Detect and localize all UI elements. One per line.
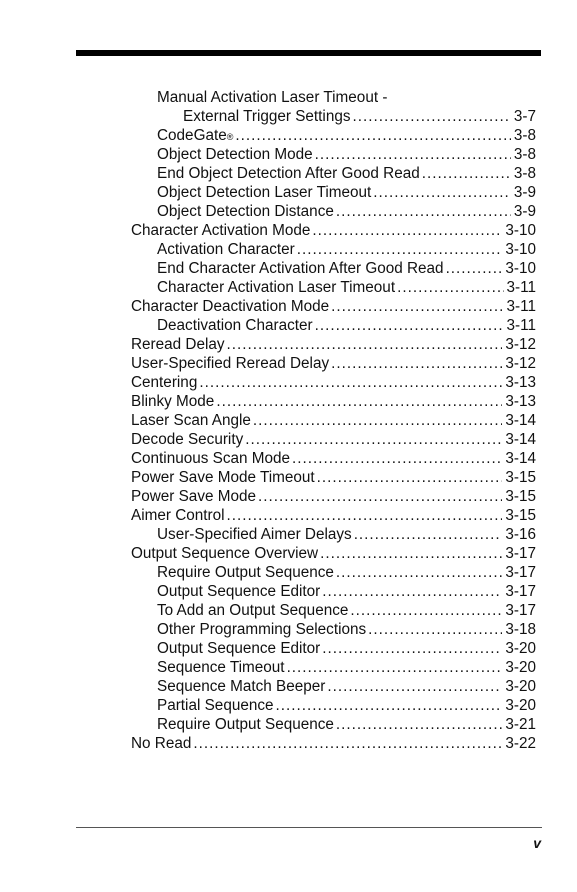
- toc-entry[interactable]: CodeGate ® ..... 3-8: [131, 126, 536, 145]
- toc-entry[interactable]: [131, 582, 536, 601]
- dot-leader: [287, 658, 503, 677]
- toc-entry-page: 3-17: [505, 583, 536, 600]
- toc-entry-title: Object Detection Mode: [157, 146, 313, 163]
- toc-entry-page: 3-22: [505, 735, 536, 752]
- toc-entry-title: User-Specified Aimer Delays: [157, 526, 352, 543]
- toc-entry[interactable]: [131, 677, 536, 696]
- header-rule: [76, 50, 541, 56]
- toc-entry[interactable]: [131, 620, 536, 639]
- dot-leader: [227, 335, 503, 354]
- toc-entry[interactable]: [131, 202, 536, 221]
- dot-leader: [317, 468, 503, 487]
- toc-entry-title: Output Sequence Overview: [131, 545, 319, 562]
- toc-entry[interactable]: [131, 696, 536, 715]
- toc-entry-page: 3-11: [506, 279, 536, 296]
- dot-leader: [446, 259, 503, 278]
- toc-entry[interactable]: [131, 639, 536, 658]
- dot-leader: [336, 202, 511, 221]
- dot-leader: [331, 297, 503, 316]
- toc-entry-title: Object Detection Distance: [157, 203, 334, 220]
- toc-entry-page: 3-17: [505, 602, 536, 619]
- toc-entry[interactable]: [131, 449, 536, 468]
- toc-entry[interactable]: [131, 563, 536, 582]
- toc-entry-title: Activation Character: [157, 241, 295, 258]
- toc-entry[interactable]: [131, 487, 536, 506]
- toc-entry[interactable]: [131, 316, 536, 335]
- dot-leader: [315, 316, 504, 335]
- toc-entry-page: 3-14: [505, 431, 536, 448]
- dot-leader: [397, 278, 503, 297]
- toc-entry-page: 3-20: [505, 697, 536, 714]
- toc-entry-page: 3-13: [505, 374, 536, 391]
- toc-entry-page: 3-14: [505, 450, 536, 467]
- dot-leader: [227, 506, 503, 525]
- dot-leader: [320, 544, 502, 563]
- dot-leader: [327, 677, 502, 696]
- toc-entry-page: 3-9: [513, 203, 536, 220]
- toc-entry-title: Character Activation Laser Timeout: [157, 279, 396, 296]
- toc-entry-page: 3-12: [505, 355, 536, 372]
- dot-leader: [331, 354, 502, 373]
- toc-entry-page: 3-11: [506, 317, 536, 334]
- toc-entry-page: 3-8: [513, 127, 536, 144]
- page-number: v: [533, 835, 541, 851]
- toc-entry[interactable]: [131, 430, 536, 449]
- toc-entry-page: 3-7: [513, 108, 536, 125]
- dot-leader: [336, 715, 502, 734]
- dot-leader: [199, 373, 502, 392]
- dot-leader: [245, 430, 502, 449]
- toc-entry[interactable]: [131, 297, 536, 316]
- toc-entry-page: 3-11: [506, 298, 536, 315]
- toc-entry[interactable]: [131, 183, 536, 202]
- toc-entry-page: 3-14: [505, 412, 536, 429]
- toc-entry[interactable]: [131, 601, 536, 620]
- toc-entry-page: 3-18: [505, 621, 536, 638]
- toc-entry-title: Laser Scan Angle: [131, 412, 251, 429]
- toc-entry[interactable]: [131, 658, 536, 677]
- dot-leader: [354, 525, 503, 544]
- toc-entry[interactable]: [131, 88, 536, 107]
- toc-entry-title: Continuous Scan Mode: [131, 450, 291, 467]
- toc-entry-title: Output Sequence Editor: [157, 583, 321, 600]
- dot-leader: [193, 734, 502, 753]
- toc-entry-title: Sequence Match Beeper: [157, 678, 326, 695]
- dot-leader: [292, 449, 502, 468]
- dot-leader: [312, 221, 502, 240]
- footer-rule: [76, 827, 542, 828]
- toc-entry[interactable]: [131, 335, 536, 354]
- toc-entry[interactable]: [131, 354, 536, 373]
- toc-entry-page: 3-21: [505, 716, 536, 733]
- toc-entry-title: CodeGate: [157, 127, 227, 144]
- toc-entry-page: 3-20: [505, 640, 536, 657]
- toc-entry[interactable]: [131, 107, 536, 126]
- toc-entry[interactable]: [131, 525, 536, 544]
- dot-leader: [297, 240, 503, 259]
- dot-leader: [373, 183, 511, 202]
- toc-entry[interactable]: [131, 392, 536, 411]
- toc-entry-title: Character Deactivation Mode: [131, 298, 330, 315]
- toc-entry-title: User-Specified Reread Delay: [131, 355, 330, 372]
- dot-leader: [368, 620, 502, 639]
- toc-entry-title: Power Save Mode: [131, 488, 256, 505]
- toc-entry-title: Deactivation Character: [157, 317, 313, 334]
- toc-entry-title: Centering: [131, 374, 198, 391]
- dot-leader: [350, 601, 502, 620]
- toc-entry[interactable]: [131, 221, 536, 240]
- toc-entry-title: Blinky Mode: [131, 393, 215, 410]
- toc-entry[interactable]: [131, 468, 536, 487]
- toc-entry-page: 3-8: [513, 146, 536, 163]
- toc-entry-page: 3-9: [513, 184, 536, 201]
- toc-entry-title: Decode Security: [131, 431, 244, 448]
- toc-entry-title: To Add an Output Sequence: [157, 602, 349, 619]
- toc-entry-title: Require Output Sequence: [157, 564, 334, 581]
- toc-entry[interactable]: [131, 145, 536, 164]
- toc-entry[interactable]: [131, 544, 536, 563]
- toc-entry-title: Manual Activation Laser Timeout -: [157, 89, 388, 106]
- toc-entry-page: 3-15: [505, 507, 536, 524]
- toc-entry-page: 3-13: [505, 393, 536, 410]
- dot-leader: [235, 126, 511, 145]
- toc-entry[interactable]: [131, 240, 536, 259]
- toc-entry-page: 3-12: [505, 336, 536, 353]
- toc-entry-title: End Object Detection After Good Read: [157, 165, 420, 182]
- toc-entry-title: Sequence Timeout: [157, 659, 285, 676]
- table-of-contents: [131, 88, 536, 753]
- toc-entry-title: End Character Activation After Good Read: [157, 260, 444, 277]
- toc-entry-page: 3-17: [505, 545, 536, 562]
- toc-entry[interactable]: [131, 259, 536, 278]
- toc-entry[interactable]: [131, 164, 536, 183]
- toc-entry-title: Partial Sequence: [157, 697, 274, 714]
- toc-entry-page: 3-20: [505, 659, 536, 676]
- toc-entry-page: 3-17: [505, 564, 536, 581]
- toc-entry[interactable]: [131, 506, 536, 525]
- dot-leader: [336, 563, 502, 582]
- toc-entry-title: Output Sequence Editor: [157, 640, 321, 657]
- dot-leader: [322, 582, 502, 601]
- toc-entry-title: Power Save Mode Timeout: [131, 469, 315, 486]
- toc-entry-page: 3-10: [505, 260, 536, 277]
- dot-leader: [276, 696, 503, 715]
- dot-leader: [258, 487, 502, 506]
- dot-leader: [353, 107, 511, 126]
- toc-entry-page: 3-10: [505, 222, 536, 239]
- toc-entry-title: Character Activation Mode: [131, 222, 311, 239]
- dot-leader: [322, 639, 502, 658]
- toc-entry-page: 3-16: [505, 526, 536, 543]
- toc-entry-page: 3-8: [513, 165, 536, 182]
- toc-entry-page: 3-10: [505, 241, 536, 258]
- toc-entry-title: Require Output Sequence: [157, 716, 334, 733]
- toc-entry-title: No Read: [131, 735, 192, 752]
- dot-leader: [216, 392, 502, 411]
- toc-entry-title: External Trigger Settings: [183, 108, 351, 125]
- toc-entry-title: Reread Delay: [131, 336, 225, 353]
- toc-entry-title: Other Programming Selections: [157, 621, 367, 638]
- toc-entry[interactable]: [131, 411, 536, 430]
- dot-leader: [422, 164, 511, 183]
- toc-entry[interactable]: [131, 278, 536, 297]
- toc-entry[interactable]: [131, 715, 536, 734]
- toc-entry-title: Object Detection Laser Timeout: [157, 184, 372, 201]
- toc-entry[interactable]: [131, 734, 536, 753]
- toc-entry[interactable]: [131, 373, 536, 392]
- toc-entry-title: Aimer Control: [131, 507, 225, 524]
- dot-leader: [253, 411, 502, 430]
- toc-entry-page: 3-15: [505, 469, 536, 486]
- toc-entry-page: 3-20: [505, 678, 536, 695]
- toc-entry-page: 3-15: [505, 488, 536, 505]
- dot-leader: [315, 145, 511, 164]
